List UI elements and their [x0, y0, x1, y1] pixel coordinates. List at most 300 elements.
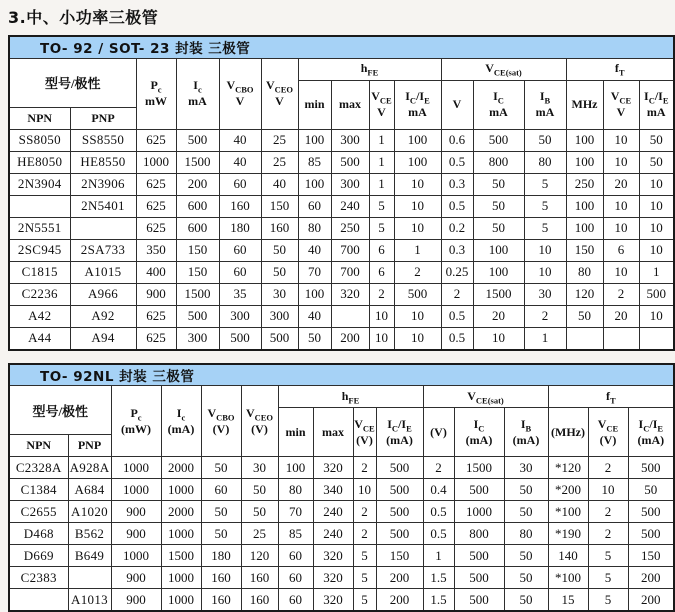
table-cell: 20 — [603, 305, 639, 327]
table-cell: 60 — [201, 479, 241, 501]
col-model-polarity: 型号/极性 — [9, 386, 111, 435]
table-cell: 700 — [331, 261, 369, 283]
table-cell: 0.3 — [441, 239, 473, 261]
table-cell: 100 — [566, 217, 603, 239]
col-ft-freq: MHz — [566, 80, 603, 129]
table-cell: 1000 — [111, 457, 161, 479]
col-hfe-icie: $I_C/I_E$ mA — [394, 80, 441, 129]
table-cell: 2 — [588, 501, 628, 523]
table-cell: 300 — [219, 305, 261, 327]
table-cell: 1000 — [161, 589, 201, 612]
table-cell: A928A — [68, 457, 111, 479]
table-cell: 50 — [639, 129, 674, 151]
table-cell: 1000 — [161, 567, 201, 589]
table-cell: 150 — [376, 545, 423, 567]
table-cell: C2655 — [9, 501, 68, 523]
table-cell: 10 — [603, 195, 639, 217]
table-cell: 10 — [353, 479, 376, 501]
table-cell: 2 — [353, 501, 376, 523]
table-cell: 25 — [241, 523, 278, 545]
table-cell: 320 — [313, 457, 353, 479]
table-cell: 0.5 — [423, 523, 454, 545]
table-cell: 10 — [524, 239, 566, 261]
table-cell: *100 — [548, 567, 588, 589]
table-cell: A1013 — [68, 589, 111, 612]
col-hfe-icie: $I_C/I_E$ (mA) — [376, 408, 423, 457]
table-cell: 500 — [454, 545, 504, 567]
table-cell: 900 — [136, 283, 176, 305]
table-cell: 500 — [639, 283, 674, 305]
to92nl-table-body — [9, 457, 674, 612]
to92nl-table — [8, 363, 675, 612]
table-cell: 50 — [261, 261, 298, 283]
table-cell: 900 — [111, 523, 161, 545]
table-cell: 50 — [201, 501, 241, 523]
table-cell: 60 — [219, 239, 261, 261]
group-hfe: $h_{FE}$ — [298, 58, 441, 80]
table-cell: 2000 — [161, 457, 201, 479]
page — [8, 5, 673, 612]
table-cell: SS8550 — [70, 129, 136, 151]
table-cell: 2 — [394, 261, 441, 283]
table-cell: 320 — [313, 567, 353, 589]
table-cell: 30 — [504, 457, 548, 479]
table-cell: 50 — [504, 545, 548, 567]
table-cell: 0.5 — [441, 151, 473, 173]
table-cell — [331, 305, 369, 327]
table-cell: 150 — [176, 261, 219, 283]
col-hfe-min: min — [278, 408, 313, 457]
table-cell — [70, 217, 136, 239]
col-ft-icie: $I_C/I_E$ mA — [639, 80, 674, 129]
table-cell: A92 — [70, 305, 136, 327]
table-cell: 25 — [261, 151, 298, 173]
table-cell: 200 — [628, 589, 674, 612]
col-sat-v: (V) — [423, 408, 454, 457]
table-cell: SS8050 — [9, 129, 70, 151]
table-cell: 1500 — [161, 545, 201, 567]
col-sat-ib: $I_B$ mA — [524, 80, 566, 129]
table-cell: 60 — [219, 261, 261, 283]
table-title-row — [9, 364, 674, 386]
table-cell: 10 — [639, 217, 674, 239]
table-cell: 20 — [473, 305, 524, 327]
table-row — [9, 479, 674, 501]
table-cell: 160 — [241, 589, 278, 612]
table-cell: 50 — [504, 501, 548, 523]
col-hfe-min: min — [298, 80, 331, 129]
table-row — [9, 195, 674, 217]
table-cell: 10 — [603, 129, 639, 151]
table-cell: 1500 — [176, 151, 219, 173]
table-cell: 160 — [241, 567, 278, 589]
table-cell: 10 — [369, 327, 394, 350]
table-cell: *200 — [548, 479, 588, 501]
table-cell — [9, 195, 70, 217]
table-cell: 60 — [278, 545, 313, 567]
table-cell: 50 — [201, 457, 241, 479]
col-hfe-vce: $V_{CE}$ V — [369, 80, 394, 129]
table-cell: 500 — [176, 129, 219, 151]
col-vcbo: $V_{CBO}$ V — [219, 58, 261, 129]
table-cell: 50 — [261, 239, 298, 261]
table-row — [9, 261, 674, 283]
table-cell: 50 — [473, 173, 524, 195]
col-pnp: PNP — [68, 435, 111, 457]
table-cell: C1384 — [9, 479, 68, 501]
col-sat-ic: $I_C$ mA — [473, 80, 524, 129]
table-cell: 500 — [376, 501, 423, 523]
table-cell: 240 — [331, 195, 369, 217]
table-cell: 2N3906 — [70, 173, 136, 195]
table-cell: 100 — [298, 283, 331, 305]
table-cell: 240 — [313, 501, 353, 523]
table-cell: 200 — [376, 589, 423, 612]
table-cell: A44 — [9, 327, 70, 350]
table-row — [9, 217, 674, 239]
table-cell: 60 — [278, 589, 313, 612]
table-cell: 500 — [454, 567, 504, 589]
col-sat-ic: $I_C$ (mA) — [454, 408, 504, 457]
table-title-row — [9, 36, 674, 58]
table-cell: 40 — [261, 173, 298, 195]
table-cell: 0.5 — [441, 305, 473, 327]
table-cell: 80 — [298, 217, 331, 239]
table-cell: 300 — [331, 173, 369, 195]
table-cell: 1.5 — [423, 567, 454, 589]
table-cell: 10 — [394, 305, 441, 327]
table-cell: 320 — [313, 589, 353, 612]
header-group-row — [9, 386, 674, 408]
table-cell — [68, 567, 111, 589]
table-cell: 500 — [331, 151, 369, 173]
table-cell: HE8050 — [9, 151, 70, 173]
table-cell — [639, 327, 674, 350]
table-cell: 100 — [298, 173, 331, 195]
table-cell: 10 — [639, 305, 674, 327]
table-cell: 10 — [639, 239, 674, 261]
table-cell: 500 — [376, 479, 423, 501]
table-cell: 10 — [394, 217, 441, 239]
table-cell: 0.4 — [423, 479, 454, 501]
table-cell: 1000 — [111, 479, 161, 501]
table-cell: 150 — [628, 545, 674, 567]
table-cell: 250 — [331, 217, 369, 239]
col-ft-icie: $I_C/I_E$ (mA) — [628, 408, 674, 457]
group-ft: $f_T$ — [548, 386, 674, 408]
table-cell: 5 — [353, 545, 376, 567]
table-cell: 5 — [588, 567, 628, 589]
table-cell: 180 — [219, 217, 261, 239]
table-cell: 1000 — [454, 501, 504, 523]
table-row — [9, 589, 674, 612]
table-row — [9, 129, 674, 151]
table-cell: 500 — [628, 523, 674, 545]
table-cell — [9, 589, 68, 612]
table-cell: A94 — [70, 327, 136, 350]
table-cell: 350 — [136, 239, 176, 261]
table-cell: 700 — [331, 239, 369, 261]
table-cell: 50 — [504, 567, 548, 589]
col-ft-vce: $V_{CE}$ V — [603, 80, 639, 129]
table-row — [9, 239, 674, 261]
table-cell: B562 — [68, 523, 111, 545]
table-cell: 600 — [176, 195, 219, 217]
table-cell: 2 — [423, 457, 454, 479]
table-cell: 120 — [241, 545, 278, 567]
table-cell: 600 — [176, 217, 219, 239]
table-cell: 10 — [588, 479, 628, 501]
group-hfe: $h_{FE}$ — [278, 386, 423, 408]
table-cell: 0.2 — [441, 217, 473, 239]
table-cell: 10 — [639, 173, 674, 195]
table-cell: 2SC945 — [9, 239, 70, 261]
table-cell: *190 — [548, 523, 588, 545]
table-cell: 5 — [524, 195, 566, 217]
table-cell: 30 — [261, 283, 298, 305]
table-cell: 1500 — [176, 283, 219, 305]
table-row — [9, 327, 674, 350]
table-cell: 5 — [524, 217, 566, 239]
table-cell: A42 — [9, 305, 70, 327]
col-ft-vce: $V_{CE}$ (V) — [588, 408, 628, 457]
table-cell: 6 — [369, 239, 394, 261]
table-cell: 100 — [473, 261, 524, 283]
table-cell: 500 — [376, 457, 423, 479]
table-cell: 80 — [566, 261, 603, 283]
col-sat-v: V — [441, 80, 473, 129]
table-cell: 50 — [473, 195, 524, 217]
table-cell: 50 — [628, 479, 674, 501]
col-npn: NPN — [9, 435, 68, 457]
table-cell: 120 — [566, 283, 603, 305]
table-cell: 200 — [376, 567, 423, 589]
table-cell: 5 — [588, 545, 628, 567]
table-cell: 50 — [241, 501, 278, 523]
col-vcbo: $V_{CBO}$ (V) — [201, 386, 241, 457]
table-cell: A684 — [68, 479, 111, 501]
table-cell: 900 — [111, 589, 161, 612]
table-cell: C2328A — [9, 457, 68, 479]
table-cell: 2N3904 — [9, 173, 70, 195]
table-cell: 50 — [473, 217, 524, 239]
table-cell: A966 — [70, 283, 136, 305]
table-cell: A1015 — [70, 261, 136, 283]
table-cell: 100 — [566, 129, 603, 151]
table-cell: 2 — [524, 305, 566, 327]
table-cell: 160 — [201, 589, 241, 612]
table-cell: 50 — [566, 305, 603, 327]
col-sat-ib: $I_B$ (mA) — [504, 408, 548, 457]
table-cell: 200 — [628, 567, 674, 589]
table-cell: 1 — [423, 545, 454, 567]
table-cell: 5 — [369, 217, 394, 239]
table-row — [9, 501, 674, 523]
table-cell: 2000 — [161, 501, 201, 523]
table-cell: 500 — [454, 589, 504, 612]
table-cell: 25 — [261, 129, 298, 151]
table-cell: 1 — [524, 327, 566, 350]
table-cell — [603, 327, 639, 350]
table-cell: 160 — [201, 567, 241, 589]
table-cell: 2 — [588, 457, 628, 479]
table-cell: C1815 — [9, 261, 70, 283]
table-cell: 0.3 — [441, 173, 473, 195]
table-cell: 80 — [524, 151, 566, 173]
table-cell: 1 — [639, 261, 674, 283]
col-pc: $P_c$ mW — [136, 58, 176, 129]
table-cell: 50 — [504, 589, 548, 612]
table-cell: *120 — [548, 457, 588, 479]
table-cell: 160 — [261, 217, 298, 239]
table-cell: 160 — [219, 195, 261, 217]
table-cell: 60 — [298, 195, 331, 217]
table-row — [9, 173, 674, 195]
table-cell: 340 — [313, 479, 353, 501]
table-cell: B649 — [68, 545, 111, 567]
table-cell: 300 — [331, 129, 369, 151]
table-row — [9, 523, 674, 545]
table-cell: A1020 — [68, 501, 111, 523]
table-cell: D468 — [9, 523, 68, 545]
table-cell: 625 — [136, 305, 176, 327]
table-cell: 50 — [201, 523, 241, 545]
table-cell: 0.5 — [423, 501, 454, 523]
table-cell: 60 — [278, 567, 313, 589]
table-cell: 2 — [588, 523, 628, 545]
table-cell: 500 — [473, 129, 524, 151]
table-cell: 900 — [111, 501, 161, 523]
table-cell: 2 — [353, 457, 376, 479]
table-cell: 70 — [278, 501, 313, 523]
table-cell: 400 — [136, 261, 176, 283]
table-cell: 5 — [588, 589, 628, 612]
table-cell: 0.5 — [441, 195, 473, 217]
table-cell: 10 — [603, 151, 639, 173]
col-vceo: $V_{CEO}$ (V) — [241, 386, 278, 457]
table-cell: 100 — [278, 457, 313, 479]
table-cell: 2N5401 — [70, 195, 136, 217]
table-cell: 10 — [369, 305, 394, 327]
table-cell: 30 — [524, 283, 566, 305]
table-cell: 1.5 — [423, 589, 454, 612]
table-cell: 5 — [353, 589, 376, 612]
table-cell: 500 — [454, 479, 504, 501]
table-cell: 40 — [219, 151, 261, 173]
table-cell: 200 — [176, 173, 219, 195]
table-cell: 5 — [353, 567, 376, 589]
table-cell: 40 — [219, 129, 261, 151]
table-cell: 85 — [298, 151, 331, 173]
col-ic: $I_c$ (mA) — [161, 386, 201, 457]
table-cell: 625 — [136, 327, 176, 350]
table-cell: 40 — [298, 239, 331, 261]
table-cell: 500 — [219, 327, 261, 350]
table-cell: 40 — [298, 305, 331, 327]
table-cell: 30 — [241, 457, 278, 479]
table-row — [9, 567, 674, 589]
col-ic: $I_c$ mA — [176, 58, 219, 129]
table-cell: 1000 — [161, 523, 201, 545]
table-cell: 10 — [394, 195, 441, 217]
table-cell: 140 — [548, 545, 588, 567]
table-cell: 625 — [136, 173, 176, 195]
col-hfe-max: max — [313, 408, 353, 457]
table-cell: 300 — [176, 327, 219, 350]
table-cell: 35 — [219, 283, 261, 305]
table-cell: 320 — [331, 283, 369, 305]
col-npn: NPN — [9, 107, 70, 129]
table-cell: 15 — [548, 589, 588, 612]
table-title: TO- 92NL 封装 三极管 — [9, 364, 674, 386]
table-cell: 1 — [394, 239, 441, 261]
table-cell: 180 — [201, 545, 241, 567]
table-cell: 80 — [504, 523, 548, 545]
table-cell: C2236 — [9, 283, 70, 305]
table-cell: 500 — [376, 523, 423, 545]
table-cell: 1500 — [454, 457, 504, 479]
table-cell: D669 — [9, 545, 68, 567]
table-cell: 500 — [176, 305, 219, 327]
table-cell: 100 — [473, 239, 524, 261]
table-cell: 625 — [136, 217, 176, 239]
table-cell: 500 — [394, 283, 441, 305]
table-cell: 625 — [136, 129, 176, 151]
table-cell: 250 — [566, 173, 603, 195]
table-cell: 500 — [261, 327, 298, 350]
table-cell: 6 — [603, 239, 639, 261]
table-cell: 50 — [639, 151, 674, 173]
table-cell: 1000 — [111, 545, 161, 567]
table-row — [9, 457, 674, 479]
table-cell: 150 — [261, 195, 298, 217]
col-pc: $P_c$ (mW) — [111, 386, 161, 457]
table-row — [9, 283, 674, 305]
col-ft-freq: (MHz) — [548, 408, 588, 457]
table-row — [9, 305, 674, 327]
table-cell: 50 — [524, 129, 566, 151]
group-ft: $f_T$ — [566, 58, 674, 80]
table-cell: 80 — [278, 479, 313, 501]
table-cell: 20 — [603, 173, 639, 195]
table-cell: 900 — [111, 567, 161, 589]
table-cell: *100 — [548, 501, 588, 523]
header-group-row — [9, 58, 674, 80]
table-cell: 10 — [473, 327, 524, 350]
table-cell: 10 — [639, 195, 674, 217]
table-cell: 240 — [313, 523, 353, 545]
table-cell: 800 — [454, 523, 504, 545]
table-cell: 100 — [566, 151, 603, 173]
table-cell: 2 — [353, 523, 376, 545]
table-cell: 70 — [298, 261, 331, 283]
table-cell: 100 — [394, 129, 441, 151]
page-title: 3.中、小功率三极管 — [8, 5, 673, 28]
table-cell: 500 — [628, 501, 674, 523]
table-cell: 500 — [628, 457, 674, 479]
table-cell: 60 — [219, 173, 261, 195]
table-cell: 100 — [298, 129, 331, 151]
table-cell: HE8550 — [70, 151, 136, 173]
table-cell: 0.25 — [441, 261, 473, 283]
table-cell: 2N5551 — [9, 217, 70, 239]
table-cell: 5 — [524, 173, 566, 195]
to92-sot23-table — [8, 35, 675, 351]
table-cell: 800 — [473, 151, 524, 173]
table-cell: 10 — [524, 261, 566, 283]
col-model-polarity: 型号/极性 — [9, 58, 136, 107]
table-cell: 85 — [278, 523, 313, 545]
